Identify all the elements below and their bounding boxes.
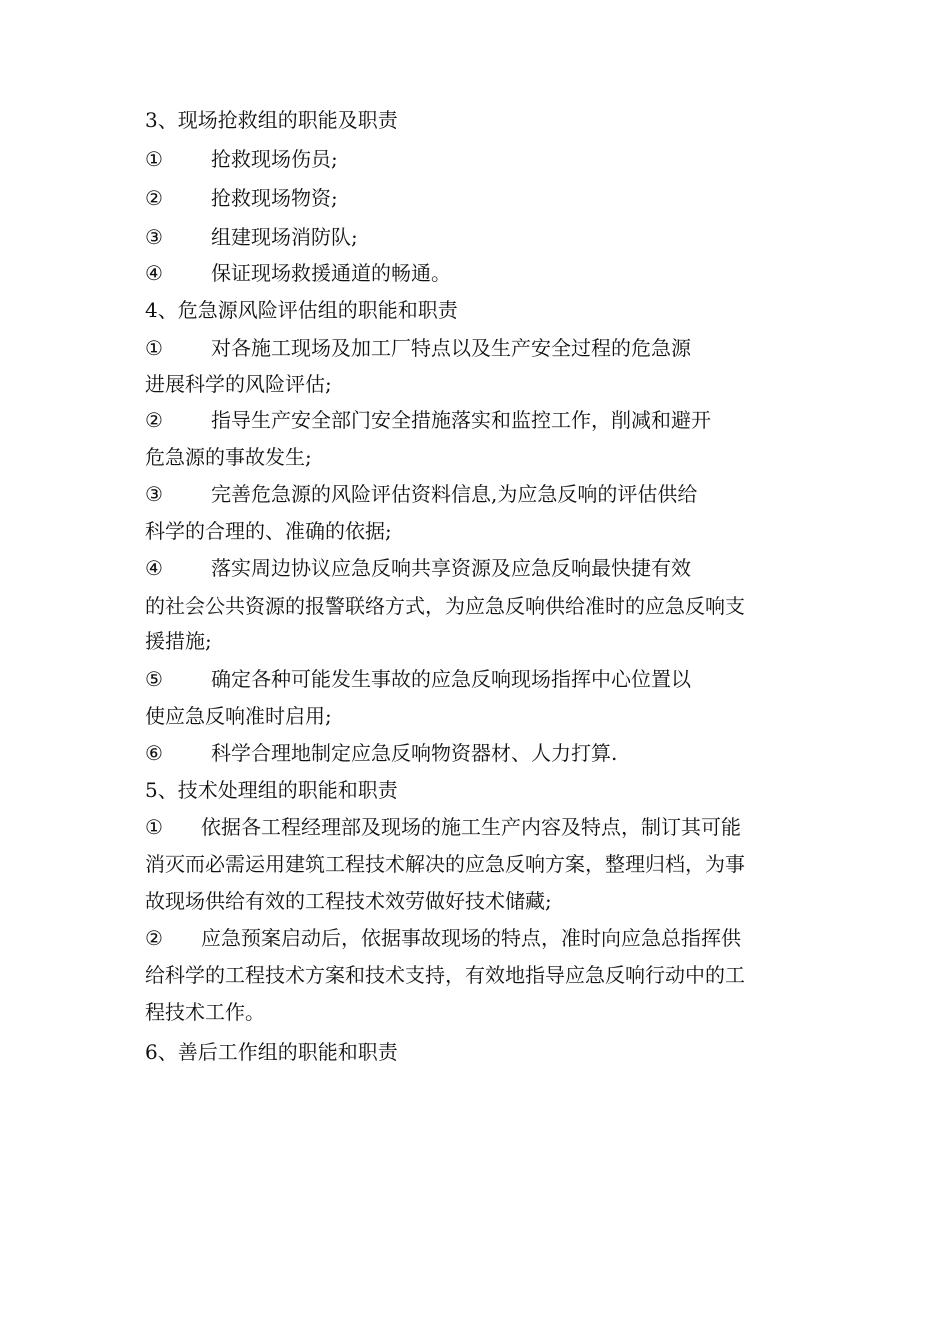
list-item [145,554,691,582]
item-continuation: 科学的合理的、准确的依据; [145,519,392,543]
list-item [145,145,338,173]
item-text: 组建现场消防队; [211,225,358,249]
item-marker: ② [145,926,163,950]
item-marker: ② [145,186,163,210]
item-continuation: 援措施; [145,629,212,653]
item-marker: ② [145,408,163,432]
list-item [145,813,741,841]
item-text: 依据各工程经理部及现场的施工生产内容及特点，制订其可能 [201,815,741,839]
item-text: 对各施工现场及加工厂特点以及生产安全过程的危急源 [211,336,691,360]
list-item [145,223,358,251]
item-text: 抢救现场伤员; [211,147,338,171]
item-marker: ③ [145,225,163,249]
list-item [145,739,617,767]
section-heading: 4、危急源风险评估组的职能和职责 [145,298,458,322]
item-text: 指导生产安全部门安全措施落实和监控工作，削减和避开 [211,408,711,432]
item-text: 确定各种可能发生事故的应急反响现场指挥中心位置以 [211,667,691,691]
item-text: 保证现场救援通道的畅通。 [211,261,451,285]
list-item [145,406,711,434]
item-continuation: 给科学的工程技术方案和技术支持，有效地指导应急反响行动中的工 [145,963,745,987]
item-marker: ① [145,147,163,171]
section-heading: 6、善后工作组的职能和职责 [145,1040,398,1064]
item-continuation: 进展科学的风险评估; [145,372,332,396]
item-text: 完善危急源的风险评估资料信息,为应急反响的评估供给 [211,482,698,506]
item-marker: ⑥ [145,741,163,765]
item-marker: ④ [145,556,163,580]
list-item [145,924,741,952]
item-text: 抢救现场物资; [211,186,338,210]
item-continuation: 故现场供给有效的工程技术效劳做好技术储藏; [145,889,552,913]
item-text: 落实周边协议应急反响共享资源及应急反响最快捷有效 [211,556,691,580]
item-continuation: 的社会公共资源的报警联络方式，为应急反响供给准时的应急反响支 [145,594,745,618]
list-item [145,334,691,362]
list-item [145,259,451,287]
item-continuation: 危急源的事故发生; [145,445,312,469]
item-continuation: 程技术工作。 [145,1000,265,1024]
item-marker: ③ [145,482,163,506]
item-text: 应急预案启动后，依据事故现场的特点，准时向应急总指挥供 [201,926,741,950]
list-item [145,184,338,212]
item-text: 科学合理地制定应急反响物资器材、人力打算. [211,741,618,765]
item-continuation: 消灭而必需运用建筑工程技术解决的应急反响方案，整理归档，为事 [145,852,745,876]
item-marker: ④ [145,261,163,285]
item-marker: ① [145,815,163,839]
list-item [145,480,697,508]
list-item [145,665,691,693]
item-marker: ① [145,336,163,360]
section-heading: 5、技术处理组的职能和职责 [145,778,398,802]
item-marker: ⑤ [145,667,163,691]
item-continuation: 使应急反响准时启用; [145,704,332,728]
section-heading: 3、现场抢救组的职能及职责 [145,108,398,132]
